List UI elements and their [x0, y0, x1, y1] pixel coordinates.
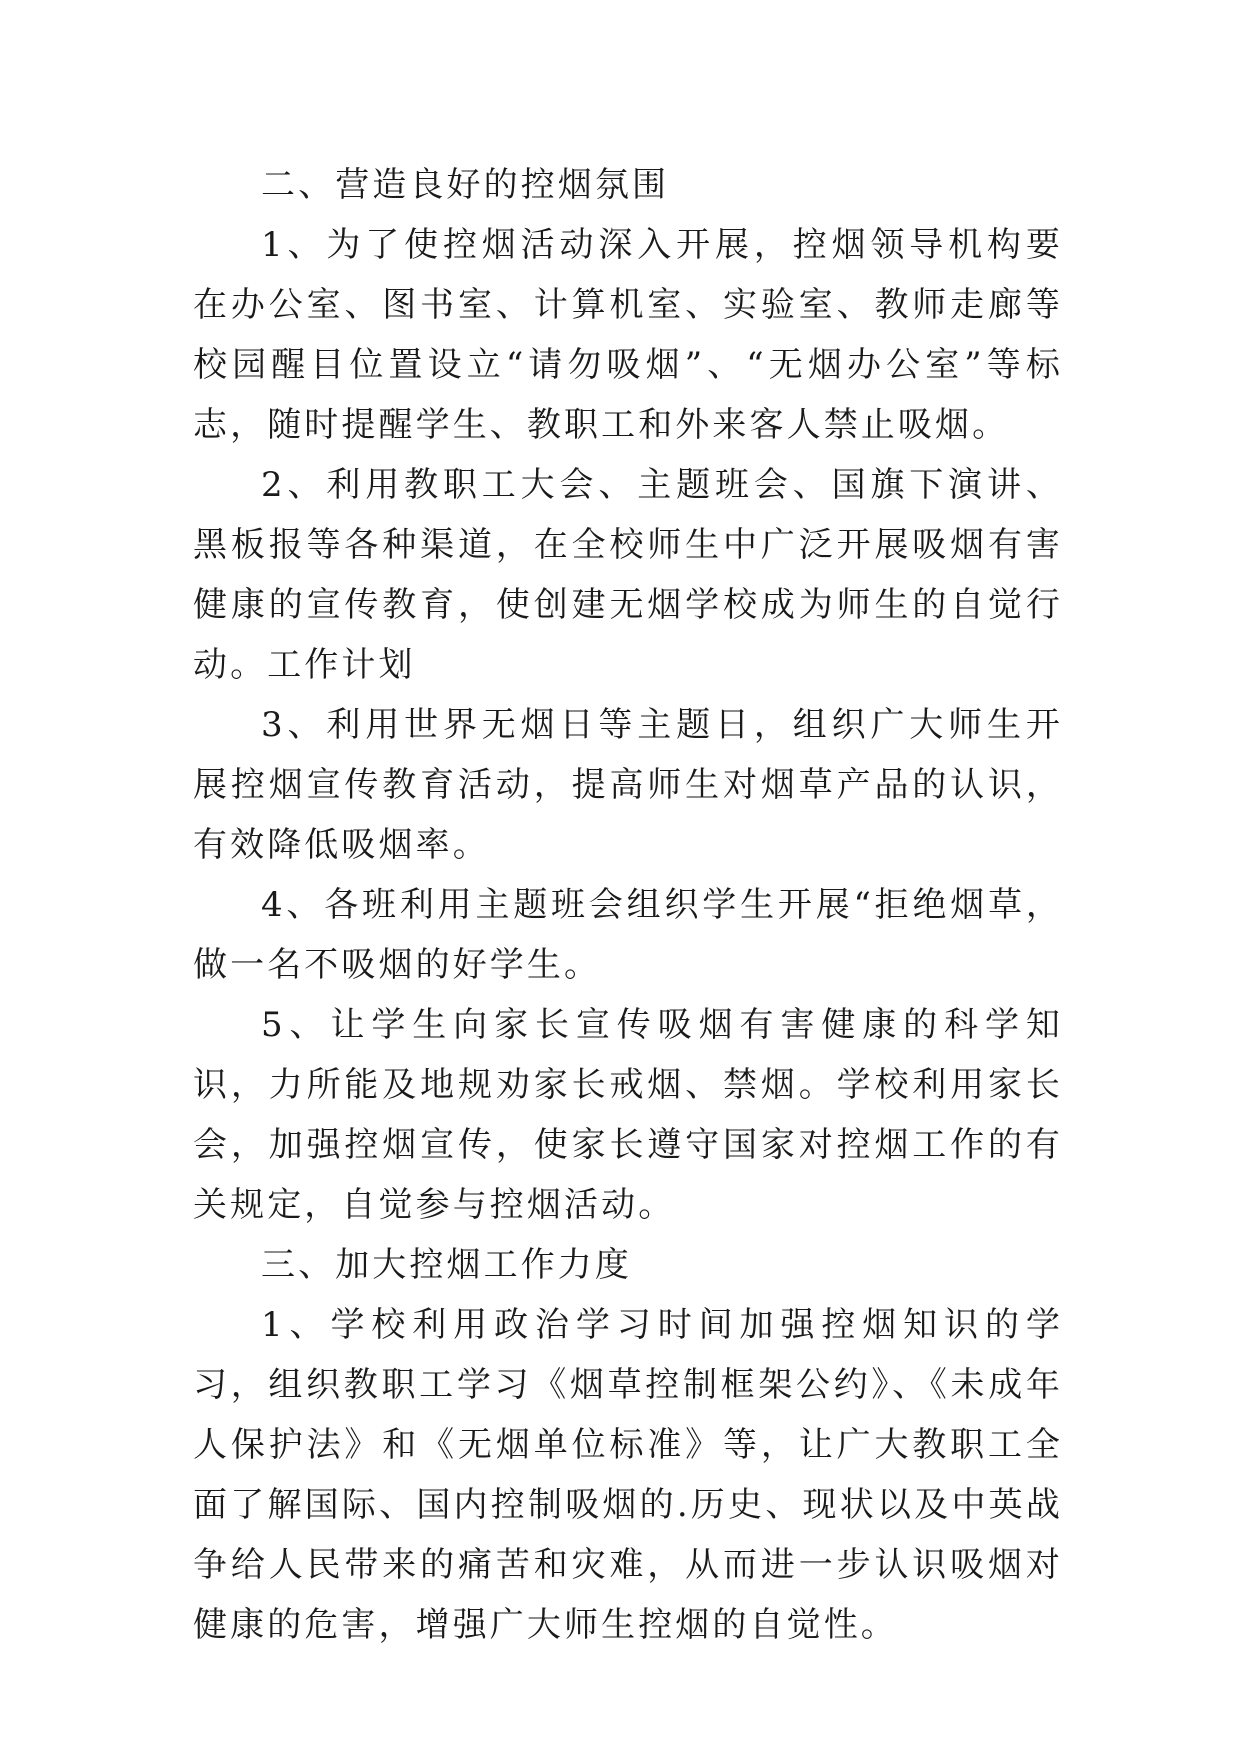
paragraph-2-4: 4、各班利用主题班会组织学生开展“拒绝烟草，做一名不吸烟的好学生。 — [193, 885, 1063, 985]
document-body — [193, 155, 1063, 1655]
section-heading-2: 二、营造良好的控烟氛围 — [261, 165, 670, 205]
paragraph-2-1: 1、为了使控烟活动深入开展，控烟领导机构要在办公室、图书室、计算机室、实验室、教师走廊等校园醒目位置设立“请勿吸烟”、“无烟办公室”等标志，随时提醒学生、教职工和外来客人禁止吸烟。 — [193, 225, 1063, 445]
paragraph-2-2: 2、利用教职工大会、主题班会、国旗下演讲、黑板报等各种渠道，在全校师生中广泛开展吸烟有害健康的宣传教育，使创建无烟学校成为师生的自觉行动。工作计划 — [193, 465, 1063, 685]
paragraph-2-3: 3、利用世界无烟日等主题日，组织广大师生开展控烟宣传教育活动，提高师生对烟草产品的认识，有效降低吸烟率。 — [193, 705, 1063, 865]
paragraph-3-1: 1、学校利用政治学习时间加强控烟知识的学习，组织教职工学习《烟草控制框架公约》、《未成年人保护法》和《无烟单位标准》等，让广大教职工全面了解国际、国内控制吸烟的.历史、现状以及中英战争给人民带来的痛苦和灾难，从而进一步认识吸烟对健康的危害，增强广大师生控烟的自觉性。 — [193, 1305, 1063, 1645]
paragraph-2-5: 5、让学生向家长宣传吸烟有害健康的科学知识，力所能及地规劝家长戒烟、禁烟。学校利用家长会，加强控烟宣传，使家长遵守国家对控烟工作的有关规定，自觉参与控烟活动。 — [193, 1005, 1063, 1225]
section-heading-3: 三、加大控烟工作力度 — [261, 1245, 632, 1285]
